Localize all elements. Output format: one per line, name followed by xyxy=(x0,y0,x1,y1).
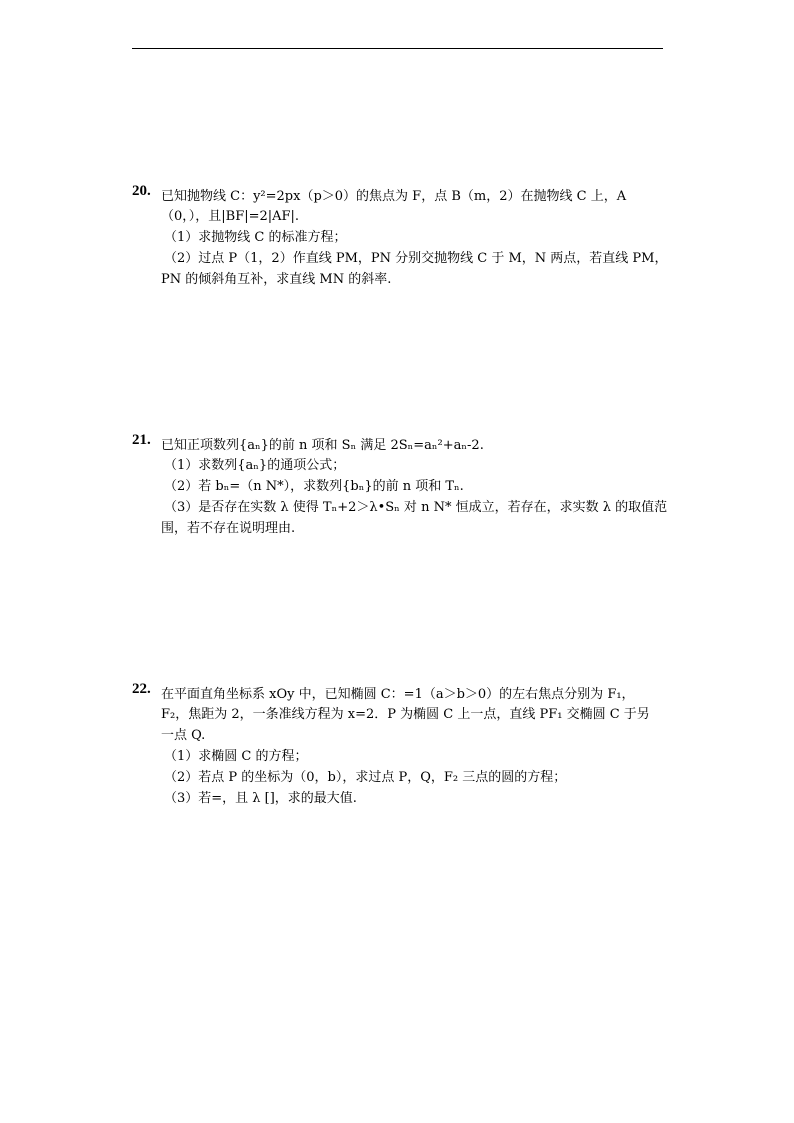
problem-number: 20. xyxy=(132,183,151,199)
problem-line: （3）若=，且 λ []，求的最大值. xyxy=(164,791,357,806)
problem-line: （1）求椭圆 C 的方程； xyxy=(164,749,308,764)
problem-line: （3）是否存在实数 λ 使得 Tₙ+2＞λ•Sₙ 对 n N* 恒成立，若存在，求实数 λ 的取值范 xyxy=(164,500,668,515)
problem-line: （1）求数列{aₙ}的通项公式； xyxy=(164,458,346,473)
problem-number: 22. xyxy=(132,681,151,697)
header-rule xyxy=(132,48,663,49)
problem-line: （0，），且|BF|=2|AF|. xyxy=(161,209,300,224)
problem-line: 已知正项数列{aₙ}的前 n 项和 Sₙ 满足 2Sₙ=aₙ²+aₙ-2. xyxy=(161,438,484,453)
problem-line: （1）求抛物线 C 的标准方程； xyxy=(164,230,347,245)
problem-line: （2）若 bₙ=（n N*），求数列{bₙ}的前 n 项和 Tₙ. xyxy=(164,479,464,494)
problem-line: PN 的倾斜角互补，求直线 MN 的斜率. xyxy=(161,272,392,287)
problem-line: F₂，焦距为 2，一条准线方程为 x=2．P 为椭圆 C 上一点，直线 PF₁ 交椭圆 C 于另 xyxy=(161,707,650,722)
problem-line: 一点 Q. xyxy=(161,728,206,743)
problem-line: 在平面直角坐标系 xOy 中，已知椭圆 C：=1（a＞b＞0）的左右焦点分别为 F₁， xyxy=(161,687,635,702)
problem-line: 已知抛物线 C：y²=2px（p＞0）的焦点为 F，点 B（m，2）在抛物线 C 上，A xyxy=(161,189,627,204)
problem-line: 围，若不存在说明理由. xyxy=(161,521,296,536)
problem-line: （2）若点 P 的坐标为（0，b），求过点 P，Q，F₂ 三点的圆的方程； xyxy=(164,770,567,785)
problem-line: （2）过点 P（1，2）作直线 PM，PN 分别交抛物线 C 于 M，N 两点，若直线 PM， xyxy=(164,251,668,266)
problem-number: 21. xyxy=(132,432,151,448)
